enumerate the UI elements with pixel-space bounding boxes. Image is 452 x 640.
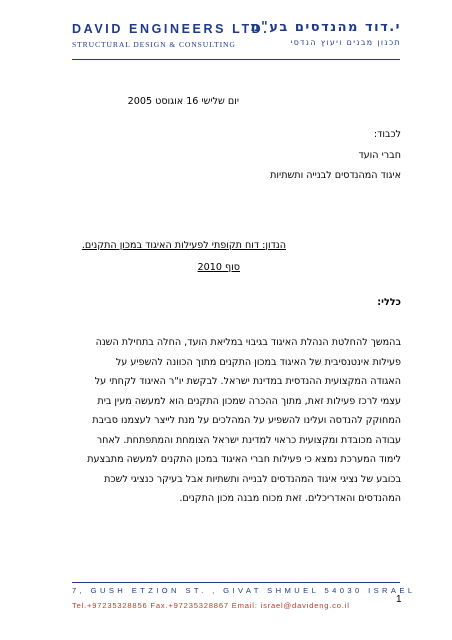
body-line: האגודה המקצועית ההנדסית במדינת ישראל. לבקשת יו"ר האיגוד לקחתי על [94,376,401,387]
footer-address: 7, GUSH ETZION ST. , GIVAT SHMUEL 54030 ISRAEL [72,586,416,595]
company-name-english: DAVID ENGINEERS LTD. [72,22,270,36]
body-line: פעילות אינטנסיבית של האיגוד במכון התקנים מתוך הכוונה להשפיע על [115,356,401,368]
body-line: המהנדסים והאדריכלים. זאת מכוח מבנה מכון התקנים. [179,493,401,504]
letter-subject: הנדון: דוח תקופתי לפעילות האיגוד במכון התקנים. [81,240,286,251]
letterhead-english [72,22,270,49]
header-divider [72,59,400,60]
recipient-line: איגוד המהנדסים לבנייה ותשתיות [270,170,401,181]
company-tagline-english: STRUCTURAL DESIGN & CONSULTING [72,40,236,49]
company-name-hebrew: י.דוד מהנדסים בע"מ [250,20,401,35]
page-number: 1 [396,594,402,605]
letter-date: יום שלישי 16 אוגוסט 2005 [127,96,239,107]
footer-contact-info: Tel.+97235328856 Fax.+97235328867 Email: israel@davideng.co.il [72,601,350,610]
recipient-line: חברי הועד [358,150,401,161]
company-tagline-hebrew: תכנון מבנים ויעוץ הנדסי [290,38,401,47]
section-heading: כללי: [377,297,401,308]
body-line: עצמי לרכז פעילות זאת, מתוך ההכרה שמכון התקנים הוא למעשה מעין בית [97,395,401,407]
letterhead-hebrew [241,20,401,47]
body-line: עבודה מכובדת ומקצועית כראוי למדינת ישראל הצומחת והמתפתחת. לאחר [96,434,401,446]
recipient-label: לכבוד: [373,129,401,140]
subject-period: סוף 2010 [197,262,240,273]
body-line: המחוקק להנדסה ועלינו להשפיע על המהלכים על מנת לייצר לעצמנו סביבת [92,415,401,426]
body-line: בכובע של נציגי איגוד המהנדסים לבנייה ותשתיות אבל בעיקר כנציגי לשכת [104,473,401,485]
body-line: לימוד המערכת נמצא כי פעילות חברי האיגוד במכון התקנים למעשה מתבצעת [87,454,401,465]
letter-body [71,333,401,509]
body-line: בהמשך להחלטת הנהלת האיגוד בגיבוי במליאת הועד, החלה בתחילת השנה [95,337,401,348]
footer-divider [72,582,400,583]
